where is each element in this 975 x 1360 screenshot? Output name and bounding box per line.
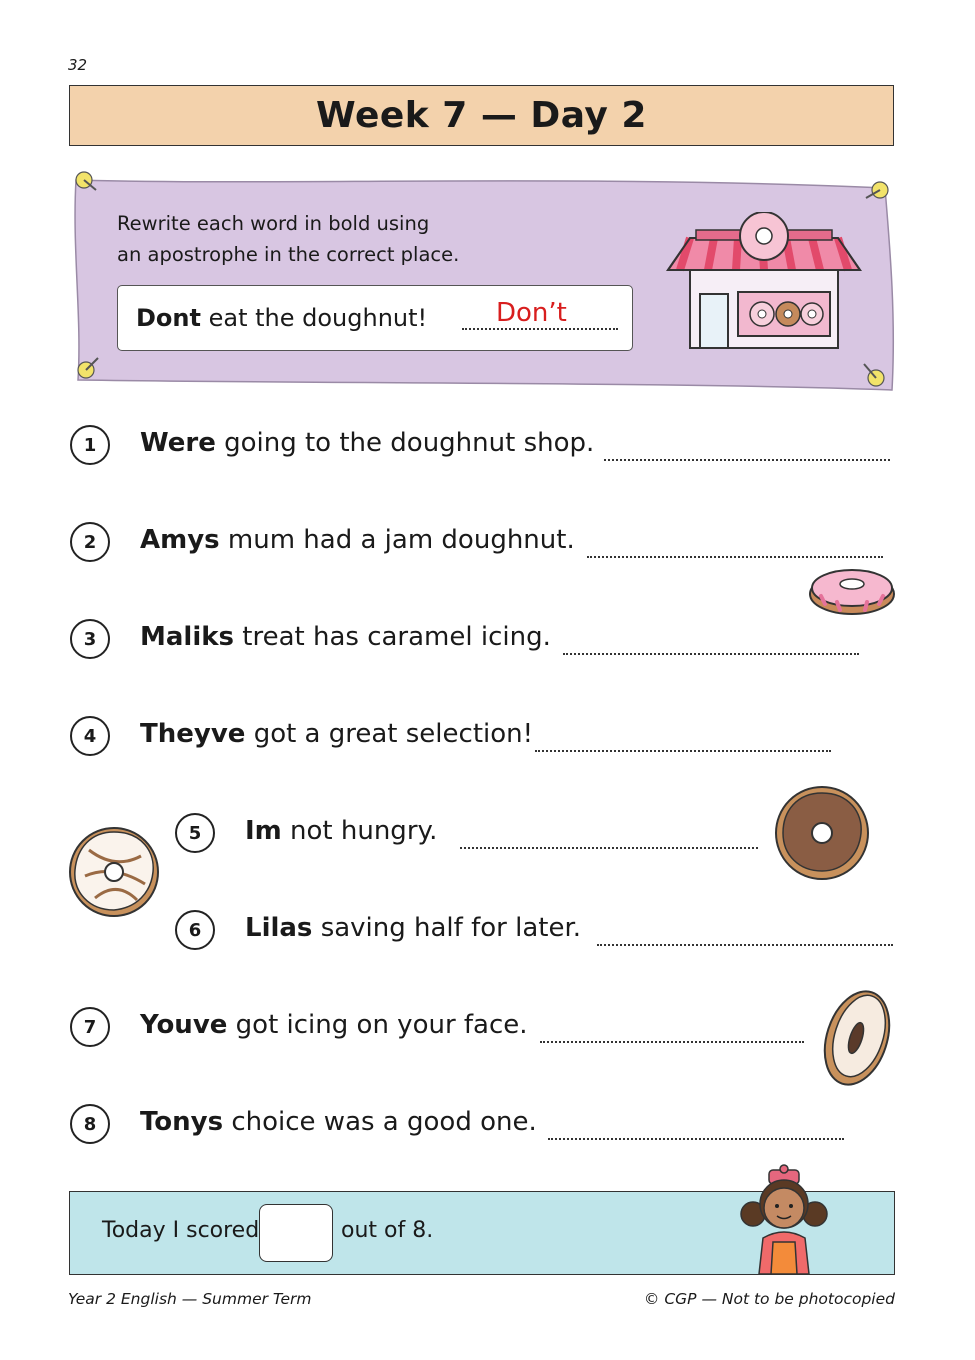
question-number: 7 bbox=[70, 1007, 110, 1047]
example-box bbox=[117, 285, 633, 351]
question-text bbox=[140, 1107, 537, 1137]
instruction-line-1: Rewrite each word in bold using bbox=[117, 212, 430, 235]
page-number: 32 bbox=[68, 56, 88, 74]
question-rest: got icing on your face. bbox=[235, 1010, 528, 1040]
pink-doughnut-icon bbox=[807, 562, 897, 618]
question-bold-word: Lilas bbox=[245, 913, 313, 943]
answer-line[interactable] bbox=[535, 750, 831, 752]
question-number: 6 bbox=[175, 910, 215, 950]
question-bold-word: Maliks bbox=[140, 622, 235, 652]
question-text bbox=[245, 816, 437, 846]
question-number: 8 bbox=[70, 1104, 110, 1144]
instruction-line-2: an apostrophe in the correct place. bbox=[117, 243, 460, 266]
footer-left: Year 2 English — Summer Term bbox=[68, 1290, 312, 1308]
question-text bbox=[140, 525, 575, 555]
example-rest: eat the doughnut! bbox=[208, 304, 428, 332]
question-number: 4 bbox=[70, 716, 110, 756]
instructions bbox=[117, 208, 459, 270]
question-rest: mum had a jam doughnut. bbox=[227, 525, 575, 555]
chocolate-doughnut-icon bbox=[773, 785, 871, 881]
page-title: Week 7 — Day 2 bbox=[316, 95, 647, 136]
question-text bbox=[245, 913, 581, 943]
question-rest: not hungry. bbox=[290, 816, 438, 846]
footer-right: © CGP — Not to be photocopied bbox=[643, 1290, 895, 1308]
question-number: 2 bbox=[70, 522, 110, 562]
question-rest: choice was a good one. bbox=[231, 1107, 537, 1137]
question-bold-word: Theyve bbox=[140, 719, 246, 749]
answer-line[interactable] bbox=[587, 556, 883, 558]
question-rest: saving half for later. bbox=[320, 913, 582, 943]
example-sentence bbox=[136, 304, 427, 332]
title-bar bbox=[69, 85, 894, 146]
example-answer-line bbox=[462, 328, 618, 330]
question-text bbox=[140, 719, 533, 749]
answer-line[interactable] bbox=[540, 1041, 804, 1043]
girl-character-icon bbox=[735, 1164, 835, 1274]
answer-line[interactable] bbox=[604, 459, 890, 461]
example-answer: Don’t bbox=[496, 298, 567, 328]
score-input-box[interactable] bbox=[259, 1204, 333, 1262]
answer-line[interactable] bbox=[597, 944, 893, 946]
question-bold-word: Youve bbox=[140, 1010, 228, 1040]
example-bold-word: Dont bbox=[136, 304, 201, 332]
question-number: 1 bbox=[70, 425, 110, 465]
instruction-panel bbox=[70, 168, 896, 396]
question-text bbox=[140, 428, 594, 458]
score-prefix: Today I scored bbox=[102, 1218, 260, 1243]
question-rest: got a great selection! bbox=[253, 719, 534, 749]
doughnut-shop-icon bbox=[666, 212, 862, 352]
question-number: 3 bbox=[70, 619, 110, 659]
white-glazed-doughnut-icon bbox=[67, 826, 161, 918]
question-bold-word: Tonys bbox=[140, 1107, 224, 1137]
answer-line[interactable] bbox=[460, 847, 758, 849]
question-bold-word: Were bbox=[140, 428, 216, 458]
question-bold-word: Amys bbox=[140, 525, 220, 555]
answer-line[interactable] bbox=[563, 653, 859, 655]
score-suffix: out of 8. bbox=[341, 1218, 434, 1243]
question-text bbox=[140, 622, 551, 652]
caramel-doughnut-icon bbox=[818, 986, 896, 1090]
score-bar bbox=[69, 1191, 895, 1275]
question-text bbox=[140, 1010, 528, 1040]
answer-line[interactable] bbox=[548, 1138, 844, 1140]
question-rest: treat has caramel icing. bbox=[242, 622, 551, 652]
question-number: 5 bbox=[175, 813, 215, 853]
question-bold-word: Im bbox=[245, 816, 282, 846]
question-rest: going to the doughnut shop. bbox=[224, 428, 595, 458]
